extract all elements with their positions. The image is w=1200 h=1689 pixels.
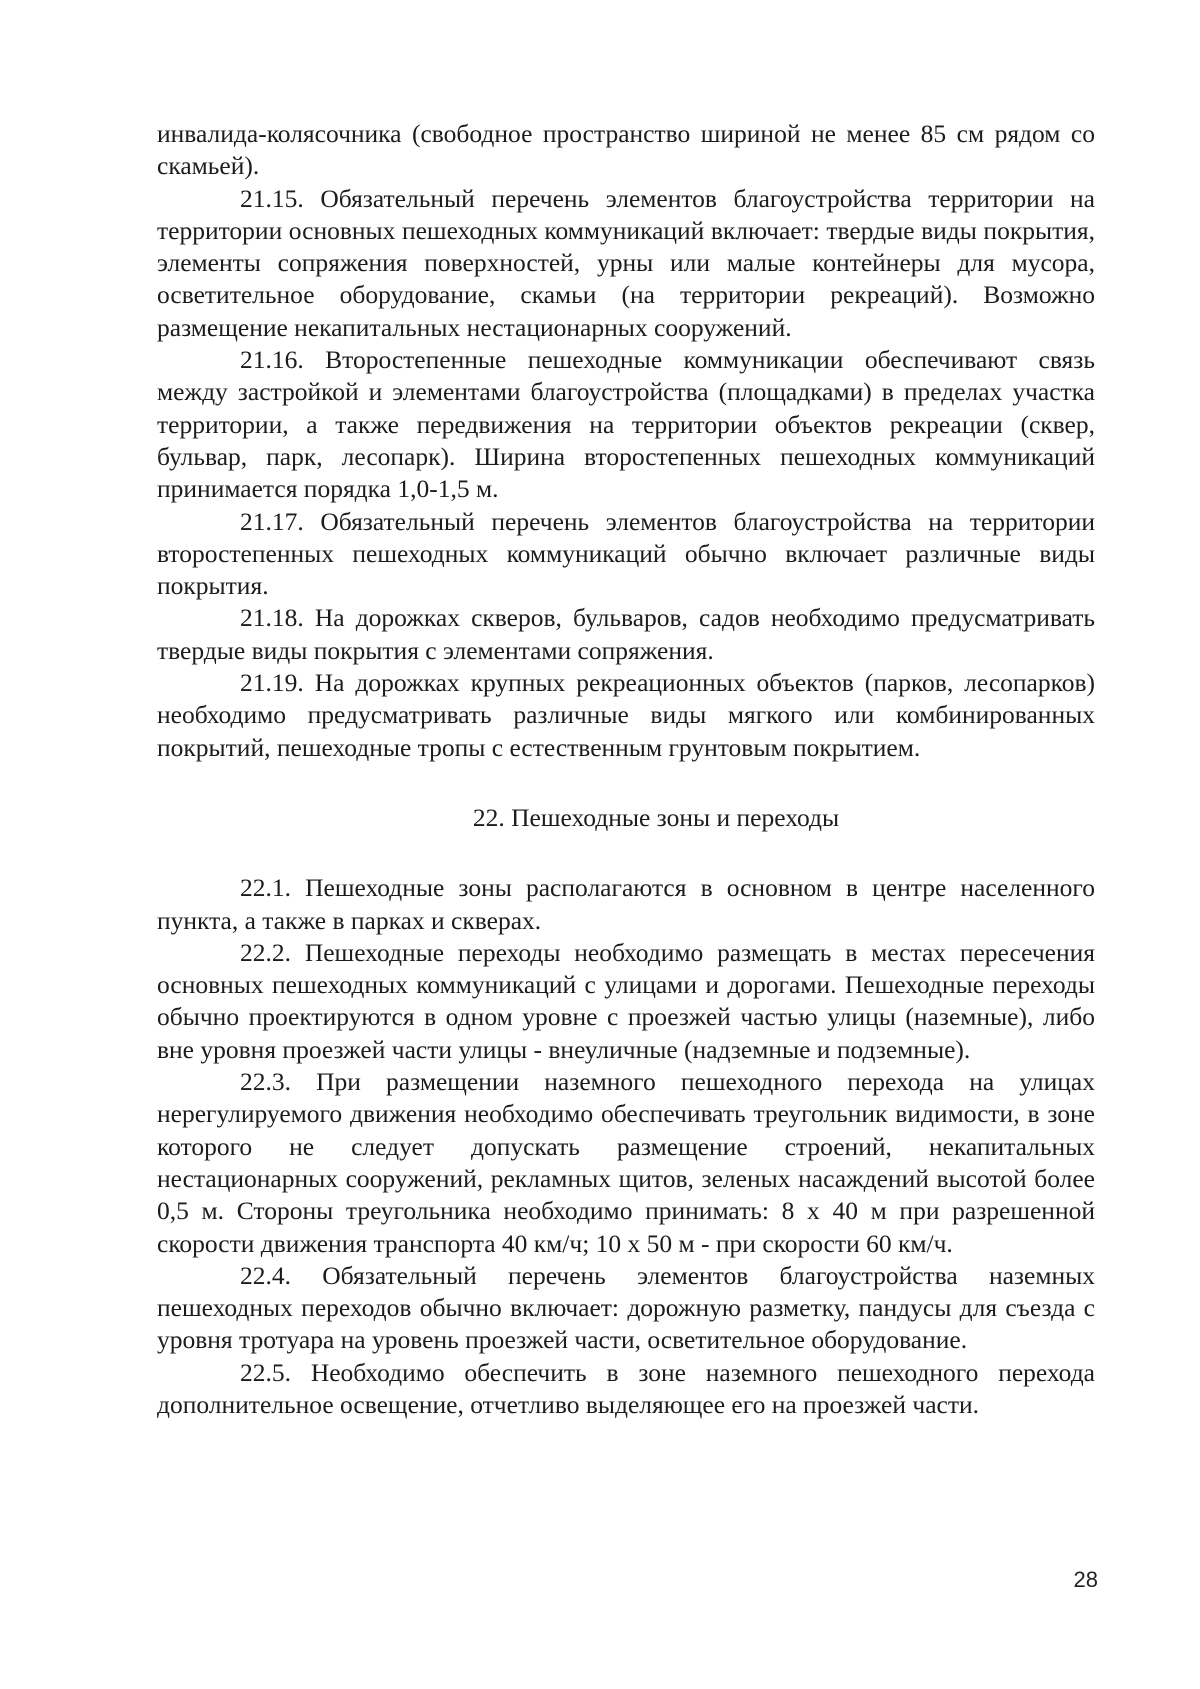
paragraph-21-17: 21.17. Обязательный перечень элементов благоустройства на территории второстепенных пешеходных коммуникаций обычно включает различные виды покрытия. — [157, 506, 1095, 601]
page-content — [157, 118, 1095, 1421]
paragraph-22-5: 22.5. Необходимо обеспечить в зоне наземного пешеходного перехода дополнительное освещение, отчетливо выделяющее его на проезжей части. — [157, 1357, 1095, 1419]
paragraph-22-3: 22.3. При размещении наземного пешеходного перехода на улицах нерегулируемого движения необходимо обеспечивать треугольник видимости, в зоне которого не следует допускать размещение строений, некапитальных нестационарных сооружений, рекламных щитов, зеленых насаждений высотой более 0,5 м. Стороны треугольника необходимо принимать: 8 х 40 м при разрешенной скорости движения транспорта 40 км/ч; 10 х 50 м - при скорости 60 км/ч. — [157, 1067, 1095, 1258]
page-number: 28 — [1073, 1567, 1098, 1592]
paragraph-22-1: 22.1. Пешеходные зоны располагаются в основном в центре населенного пункта, а также в парках и скверах. — [157, 873, 1095, 935]
paragraph-21-19: 21.19. На дорожках крупных рекреационных объектов (парков, лесопарков) необходимо предусматривать различные виды мягкого или комбинированных покрытий, пешеходные тропы с естественным грунтовым покрытием. — [157, 668, 1095, 762]
paragraph-21-18: 21.18. На дорожках скверов, бульваров, садов необходимо предусматривать твердые виды покрытия с элементами сопряжения. — [157, 603, 1095, 665]
paragraph-22-2: 22.2. Пешеходные переходы необходимо размещать в местах пересечения основных пешеходных коммуникаций с улицами и дорогами. Пешеходные переходы обычно проектируются в одном уровне с проезжей частью улицы (наземные), либо вне уровня проезжей части улицы - внеуличные (надземные и подземные). — [157, 937, 1095, 1064]
section-heading: 22. Пешеходные зоны и переходы — [472, 802, 840, 832]
paragraph-21-16: 21.16. Второстепенные пешеходные коммуникации обеспечивают связь между застройкой и элементами благоустройства (площадками) в пределах участка территории, а также передвижения на территории объектов рекреации (сквер, бульвар, парк, лесопарк). Ширина второстепенных пешеходных коммуникаций принимается порядка 1,0-1,5 м. — [157, 345, 1095, 504]
paragraph-21-15: 21.15. Обязательный перечень элементов благоустройства территории на территории основных пешеходных коммуникаций включает: твердые виды покрытия, элементы сопряжения поверхностей, урны или малые контейнеры для мусора, осветительное оборудование, скамьи (на территории рекреаций). Возможно размещение некапитальных нестационарных сооружений. — [157, 183, 1095, 342]
paragraph-continuation: инвалида-колясочника (свободное пространство шириной не менее 85 см рядом со скамьей). — [157, 119, 1095, 181]
paragraph-22-4: 22.4. Обязательный перечень элементов благоустройства наземных пешеходных переходов обычно включает: дорожную разметку, пандусы для съезда с уровня тротуара на уровень проезжей части, осветительное оборудование. — [157, 1260, 1095, 1355]
